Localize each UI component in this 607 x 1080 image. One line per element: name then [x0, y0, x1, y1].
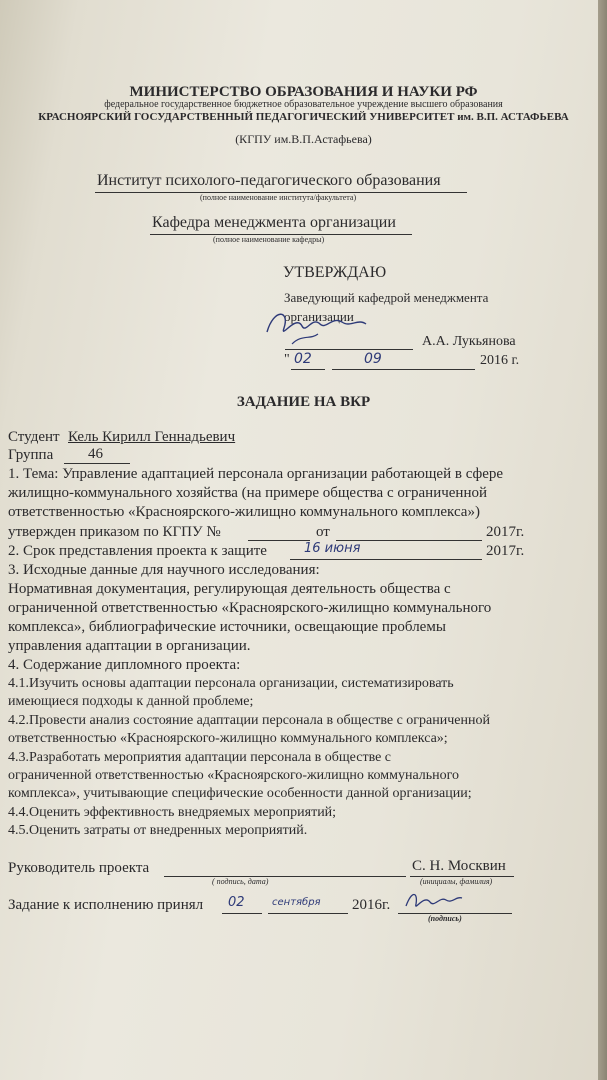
content-4-5: 4.5.Оценить затраты от внедренных мероприятий. [8, 823, 308, 838]
approval-day-line [291, 369, 325, 370]
group-line [64, 463, 130, 464]
ministry-title: МИНИСТЕРСТВО ОБРАЗОВАНИЯ И НАУКИ РФ [129, 84, 478, 100]
accepted-day: 02 [228, 895, 245, 910]
order-label: утвержден приказом по КГПУ № [8, 524, 221, 540]
topic-line-2: жилищно-коммунального хозяйства (на примере общества с ограниченной [8, 485, 488, 501]
source-line-1: Нормативная документация, регулирующая деятельность общества с [8, 581, 451, 597]
deadline-handwritten: 16 июня [304, 541, 361, 556]
source-line-3: комплекса», библиографические источники, освещающие проблемы [8, 619, 446, 635]
accepted-month: сентября [272, 897, 321, 908]
content-4-1-line-1: 4.1.Изучить основы адаптации персонала организации, систематизировать [8, 676, 454, 691]
deadline-line [290, 559, 482, 560]
institute-hint: (полное наименование института/факультета) [200, 193, 357, 202]
hint-sign-date: ( подпись, дата) [212, 877, 269, 886]
institute-name: Институт психолого-педагогического образования [97, 172, 441, 189]
student-name: Кель Кирилл Геннадьевич [68, 429, 236, 445]
head-signature [262, 304, 372, 354]
deadline-label: 2. Срок представления проекта к защите [8, 543, 267, 559]
accepted-year: 2016г. [352, 897, 391, 913]
supervisor-sign-line [164, 876, 406, 877]
content-4-3-line-3: комплекса», учитывающие специфические особенности данной организации; [8, 786, 472, 801]
university-abbrev: (КГПУ им.В.П.Астафьева) [235, 132, 372, 146]
document-title: ЗАДАНИЕ НА ВКР [236, 394, 371, 410]
content-4-2-line-2: ответственностью «Красноярского-жилищно коммунального комплекса»; [8, 731, 448, 746]
accepted-month-line [268, 913, 348, 914]
topic-line-3: ответственностью «Красноярского-жилищно коммунального комплекса») [8, 504, 480, 520]
content-title: 4. Содержание дипломного проекта: [8, 657, 241, 673]
head-signature-line [285, 349, 413, 350]
approval-year: 2016 г. [480, 353, 520, 368]
supervisor-label: Руководитель проекта [8, 860, 150, 876]
approval-day: 02 [294, 351, 312, 367]
approval-date-quote: " [284, 352, 290, 367]
hint-signature: (подпись) [428, 914, 462, 923]
approval-month: 09 [364, 351, 382, 367]
topic-line-1: 1. Тема: Управление адаптацией персонала организации работающей в сфере [8, 466, 504, 482]
student-signature [402, 886, 466, 914]
supervisor-name: С. Н. Москвин [412, 858, 506, 874]
student-label: Студент [8, 429, 60, 445]
content-4-3-line-1: 4.3.Разработать мероприятия адаптации персонала в обществе с [8, 750, 392, 765]
approval-title: УТВЕРЖДАЮ [283, 264, 387, 281]
department-name: Кафедра менеджмента организации [152, 214, 396, 231]
content-4-3-line-2: ограниченной ответственностью «Красноярского-жилищно коммунального [8, 768, 460, 783]
group-number: 46 [88, 446, 103, 462]
deadline-year: 2017г. [486, 543, 525, 559]
hint-initials: (инициалы, фамилия) [420, 877, 493, 886]
approval-month-line [332, 369, 475, 370]
order-year: 2017г. [486, 524, 525, 540]
order-from: от [316, 524, 330, 540]
source-title: 3. Исходные данные для научного исследования: [8, 562, 320, 578]
accepted-day-line [222, 913, 262, 914]
department-hint: (полное наименование кафедры) [213, 235, 325, 244]
approval-position-line2: организации [284, 309, 354, 324]
institution-type: федеральное государственное бюджетное образовательное учреждение высшего образования [104, 99, 503, 110]
approval-position-line1: Заведующий кафедрой менеджмента [284, 290, 489, 305]
content-4-1-line-2: имеющиеся подходы к данной проблеме; [8, 694, 254, 709]
head-name: А.А. Лукьянова [422, 334, 516, 349]
source-line-4: управления адаптации в организации. [8, 638, 251, 654]
university-name: КРАСНОЯРСКИЙ ГОСУДАРСТВЕННЫЙ ПЕДАГОГИЧЕСКИЙ УНИВЕРСИТЕТ им. В.П. АСТАФЬЕВА [38, 111, 569, 123]
content-4-4: 4.4.Оценить эффективность внедряемых мероприятий; [8, 805, 337, 820]
content-4-2-line-1: 4.2.Провести анализ состояние адаптации персонала в обществе с ограниченной [8, 713, 490, 728]
source-line-2: ограниченной ответственностью «Красноярского-жилищно коммунального [8, 600, 492, 616]
accepted-label: Задание к исполнению принял [8, 897, 204, 913]
group-label: Группа [8, 447, 54, 463]
order-number-line [248, 540, 310, 541]
